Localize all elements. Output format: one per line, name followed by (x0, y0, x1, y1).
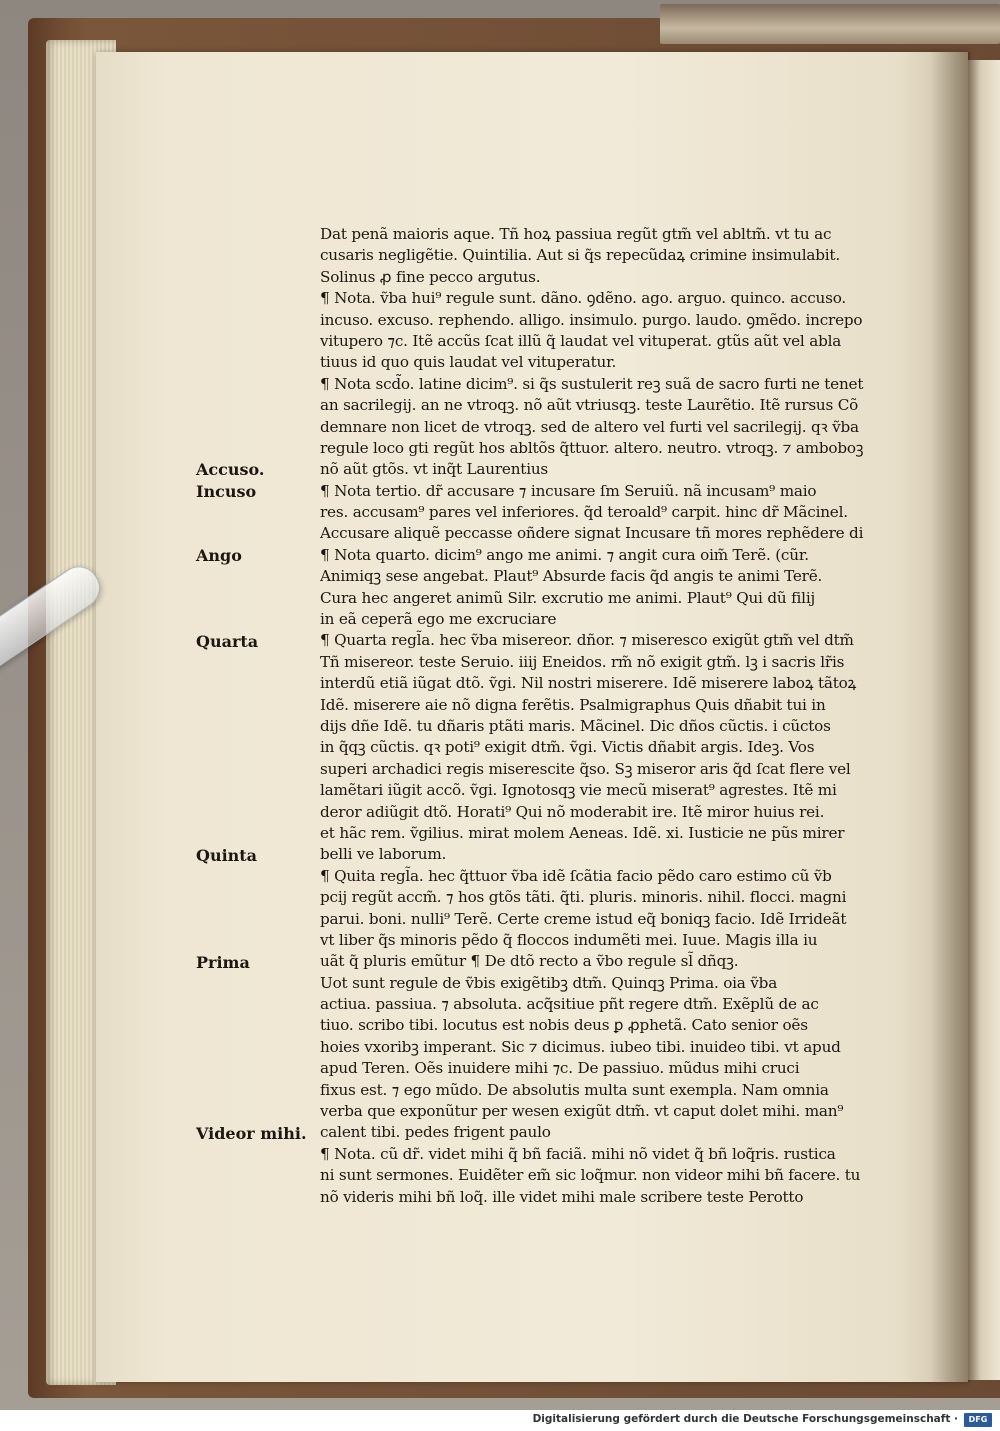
margin-note: Videor mihi. (196, 1123, 307, 1143)
margin-note: Quinta (196, 845, 258, 865)
text-line: ¶ Nota. cũ dr̃. videt mihi q̃ bñ faciã. mihi nõ videt q̃ bñ loq̃ris. rustica (320, 1144, 836, 1163)
text-line: vitupero ⁊c. Itẽ accũs ſcat illũ q̃ laudat vel vituperat. gtũs aũt vel abla (320, 331, 842, 350)
dfg-logo-icon: DFG (964, 1413, 992, 1427)
text-line: ni sunt sermones. Euidẽter em̃ sic loq̃mur. non videor mihi bñ facere. tu (320, 1166, 861, 1185)
text-line: incuso. excuso. rephendo. alligo. insimulo. purgo. laudo. ꝯmẽdo. increpo (320, 310, 863, 329)
text-line: ¶ Quarta regl̃a. hec ṽba misereor. dñor. ⁊ miseresco exigũt gtm̃ vel dtm̃ (320, 631, 854, 650)
footer-bar (0, 1410, 1000, 1431)
text-line: ¶ Nota scd̃o. latine dicim⁹. si q̃s sustulerit reꝫ suã de sacro furti ne tenet (320, 374, 864, 393)
text-block (320, 224, 910, 1208)
footer-credit: Digitalisierung gefördert durch die Deutsche Forschungsgemeinschaft · (532, 1413, 958, 1425)
text-line: nõ aũt gtõs. vt inq̃t Laurentius (320, 460, 549, 479)
page-gutter (930, 52, 970, 1382)
text-line: Accusare aliquẽ peccasse oñdere signat Incusare tñ mores rephẽdere di (320, 524, 864, 543)
text-line: Tñ misereor. teste Seruio. iiij Eneidos. rm̃ nõ exigit gtm̃. lꝫ i sacris lr̃is (320, 652, 845, 671)
text-line: in eã ceperã ego me excruciare (320, 610, 557, 629)
text-line: calent tibi. pedes frigent paulo (320, 1123, 551, 1142)
text-line: hoies vxoribꝫ imperant. Sic ⁊ dicimus. iubeo tibi. inuideo tibi. vt apud (320, 1037, 841, 1056)
text-line: deror adiũgit dtõ. Horati⁹ Qui nõ moderabit ire. Itẽ miror huius rei. (320, 802, 825, 821)
text-line: nõ videris mihi bñ loq̃. ille videt mihi male scribere teste Perotto (320, 1187, 804, 1206)
text-line: uãt q̃ pluris emũtur ¶ De dtõ recto a ṽbo regule sl̃ dñqꝫ. (320, 952, 739, 971)
text-line: Animiqꝫ sese angebat. Plaut⁹ Absurde facis q̃d angis te animi Terẽ. (320, 567, 823, 586)
text-line: parui. boni. nulli⁹ Terẽ. Certe creme istud eq̃ boniqꝫ facio. Idẽ Irrideãt (320, 909, 847, 928)
text-line: actiua. passiua. ⁊ absoluta. acq̃sitiue pñt regere dtm̃. Exẽplũ de ac (320, 995, 819, 1014)
text-line: vt liber q̃s minoris pẽdo q̃ floccos indumẽti mei. Iuue. Magis illa iu (320, 930, 818, 949)
margin-note: Accuso. (196, 460, 265, 480)
text-line: in q̃qꝫ cũctis. qꝛ poti⁹ exigit dtm̃. ṽgi. Victis dñabit argis. Ideꝫ. Vos (320, 738, 815, 757)
text-line: et hãc rem. ṽgilius. mirat molem Aeneas. Idẽ. xi. Iusticie ne pũs mirer (320, 823, 845, 842)
text-line: tiuo. scribo tibi. locutus est nobis deus ꝑ ꝓphetã. Cato senior oẽs (320, 1016, 808, 1035)
text-line: belli ve laborum. (320, 845, 447, 864)
text-line: superi archadici regis miserescite q̃so. Sꝫ miseror aris q̃d ſcat flere vel (320, 759, 851, 778)
text-line: verba que exponũtur per wesen exigũt dtm̃. vt caput dolet mihi. man⁹ (320, 1102, 844, 1121)
text-line: Solinus ꝓ fine pecco argutus. (320, 267, 541, 286)
text-line: lamẽtari iũgit accõ. ṽgi. Ignotosqꝫ vie mecũ miserat⁹ agrestes. Itẽ mi (320, 781, 837, 800)
text-line: ¶ Nota tertio. dr̃ accusare ⁊ incusare ſm Seruiũ. nã incusam⁹ maio (320, 481, 817, 500)
text-line: ¶ Nota. ṽba hui⁹ regule sunt. dãno. ꝯdẽno. ago. arguo. quinco. accuso. (320, 289, 847, 308)
text-line: Dat penã maioris aque. Tñ hoꝝ passiua regũt gtm̃ vel abltm̃. vt tu ac (320, 225, 832, 243)
text-line: Idẽ. miserere aie nõ digna ferẽtis. Psalmigraphus Quis dñabit tui in (320, 695, 826, 714)
text-line: regule loco gti regũt hos abltõs q̃ttuor. altero. neutro. vtroqꝫ. ⁊ amboboꝫ (320, 438, 864, 457)
text-line: pcij regũt accm̃. ⁊ hos gtõs tãti. q̃ti. pluris. minoris. nihil. flocci. magni (320, 888, 847, 907)
margin-note: Prima (196, 952, 250, 972)
margin-note: Incuso (196, 481, 257, 501)
text-line: Uot sunt regule de ṽbis exigẽtibꝫ dtm̃. Quinqꝫ Prima. oia ṽba (320, 973, 778, 992)
facing-page (968, 60, 1000, 1380)
text-line: ¶ Quita regl̃a. hec q̃ttuor ṽba idẽ ſcãtia facio pẽdo caro estimo cũ ṽb (320, 866, 832, 885)
text-line: demnare non licet de vtroqꝫ. sed de altero vel furti vel sacrilegij. qꝛ ṽba (320, 417, 859, 436)
margin-note: Quarta (196, 631, 259, 651)
margin-note: Ango (196, 546, 242, 565)
text-line: interdũ etiã iũgat dtõ. ṽgi. Nil nostri miserere. Idẽ miserere laboꝝ tãtoꝝ (320, 674, 857, 693)
book-headband (660, 4, 1000, 44)
text-line: fixus est. ⁊ ego mũdo. De absolutis multa sunt exempla. Nam omnia (320, 1080, 829, 1099)
text-line: tiuus id quo quis laudat vel vituperatur. (320, 353, 617, 372)
text-line: Cura hec angeret animũ Silr. excrutio me animi. Plaut⁹ Qui dũ filij (320, 588, 815, 607)
text-line: res. accusam⁹ pares vel inferiores. q̃d teroald⁹ carpit. hinc dr̃ Mãcinel. (320, 503, 848, 522)
text-line: dijs dñe Idẽ. tu dñaris ptãti maris. Mãcinel. Dic dños cũctis. i cũctos (320, 716, 831, 735)
text-line: ¶ Nota quarto. dicim⁹ ango me animi. ⁊ angit cura oim̃ Terẽ. (cũr. (320, 545, 809, 564)
text-line: cusaris negligẽtie. Quintilia. Aut si q̃s repecũdaꝝ crimine insimulabit. (320, 246, 840, 265)
text-line: an sacrilegij. an ne vtroqꝫ. nõ aũt vtriusqꝫ. teste Laurẽtio. Itẽ rursus Cõ (320, 396, 859, 415)
text-line: apud Teren. Oẽs inuidere mihi ⁊c. De passiuo. mũdus mihi cruci (320, 1059, 800, 1078)
